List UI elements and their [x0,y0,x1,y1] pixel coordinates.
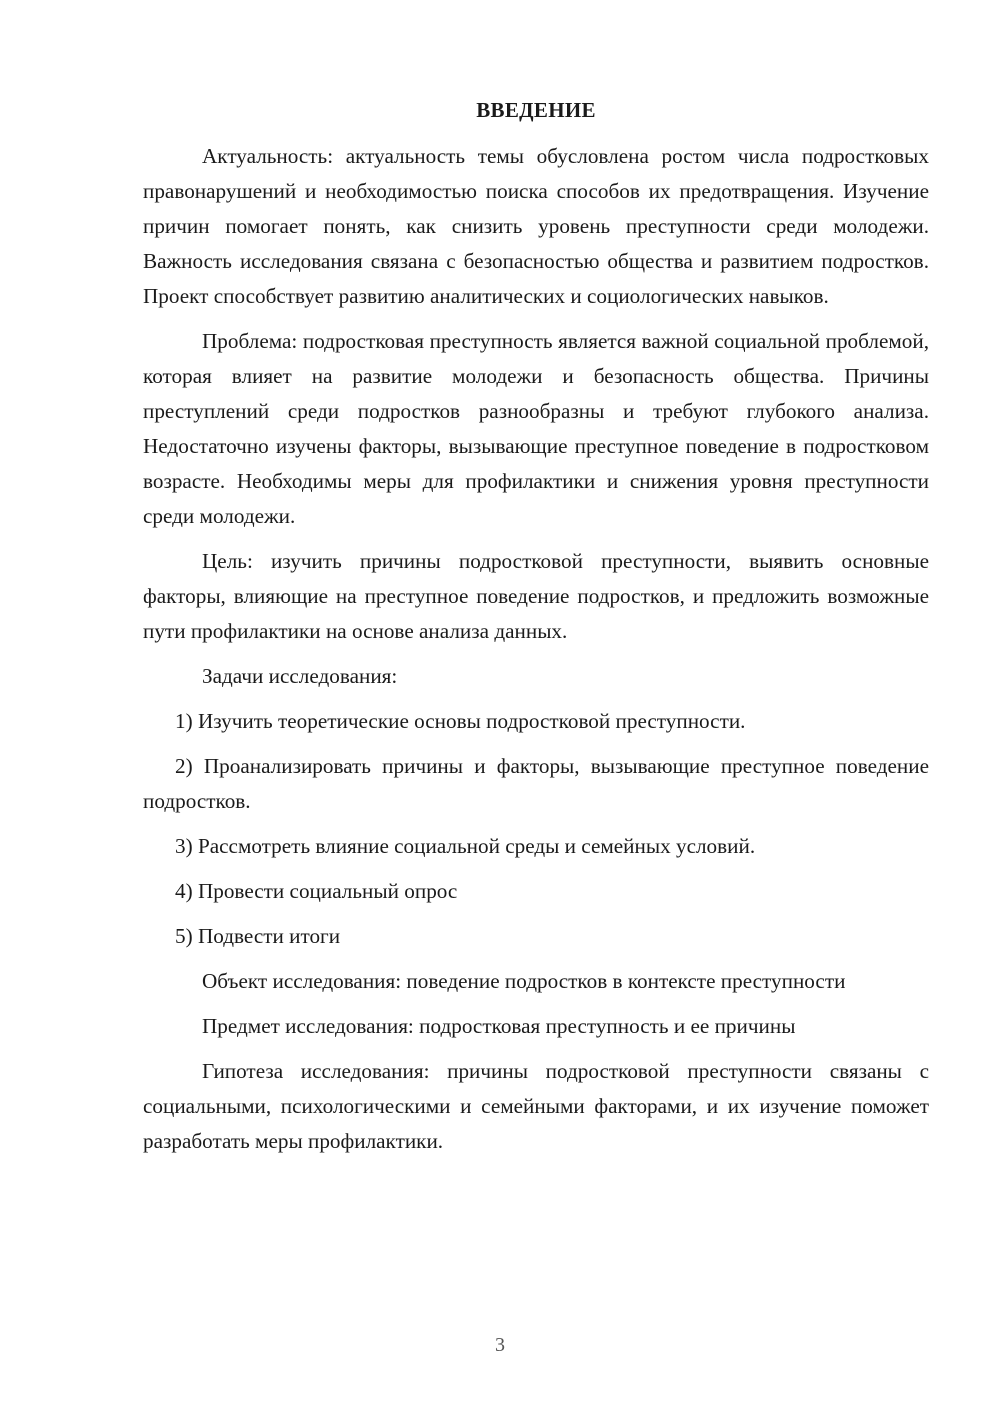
page-content [143,96,929,1169]
task-item-2: 2) Проанализировать причины и факторы, вызывающие преступное поведение подростков. [143,754,929,813]
tasks-label: Задачи исследования: [202,664,398,688]
section-heading: ВВЕДЕНИЕ [476,98,596,122]
task-item-5: 5) Подвести итоги [175,924,341,948]
page-number: 3 [495,1334,505,1356]
task-item-1: 1) Изучить теоретические основы подростковой преступности. [175,709,746,733]
relevance-paragraph: Актуальность: актуальность темы обусловлена ростом числа подростковых правонарушений и необходимостью поиска способов их предотвращения. Изучение причин помогает понять, как снизить уровень преступности среди молодежи. Важность исследования связана с безопасностью общества и развитием подростков. Проект способствует развитию аналитических и социологических навыков. [143,144,929,308]
task-item-4: 4) Провести социальный опрос [175,879,458,903]
goal-paragraph: Цель: изучить причины подростковой преступности, выявить основные факторы, влияющие на преступное поведение подростков, и предложить возможные пути профилактики на основе анализа данных. [143,549,929,643]
task-item-3: 3) Рассмотреть влияние социальной среды и семейных условий. [175,834,756,858]
object-paragraph: Объект исследования: поведение подростков в контексте преступности [202,969,846,993]
problem-paragraph: Проблема: подростковая преступность является важной социальной проблемой, которая влияет на развитие молодежи и безопасность общества. Причины преступлений среди подростков разнообразны и требуют глубокого анализа. Недостаточно изучены факторы, вызывающие преступное поведение в подростковом возрасте. Необходимы меры для профилактики и снижения уровня преступности среди молодежи. [143,329,929,528]
subject-paragraph: Предмет исследования: подростковая преступность и ее причины [202,1014,796,1038]
hypothesis-paragraph: Гипотеза исследования: причины подростковой преступности связаны с социальными, психологическими и семейными факторами, и их изучение поможет разработать меры профилактики. [143,1059,929,1153]
